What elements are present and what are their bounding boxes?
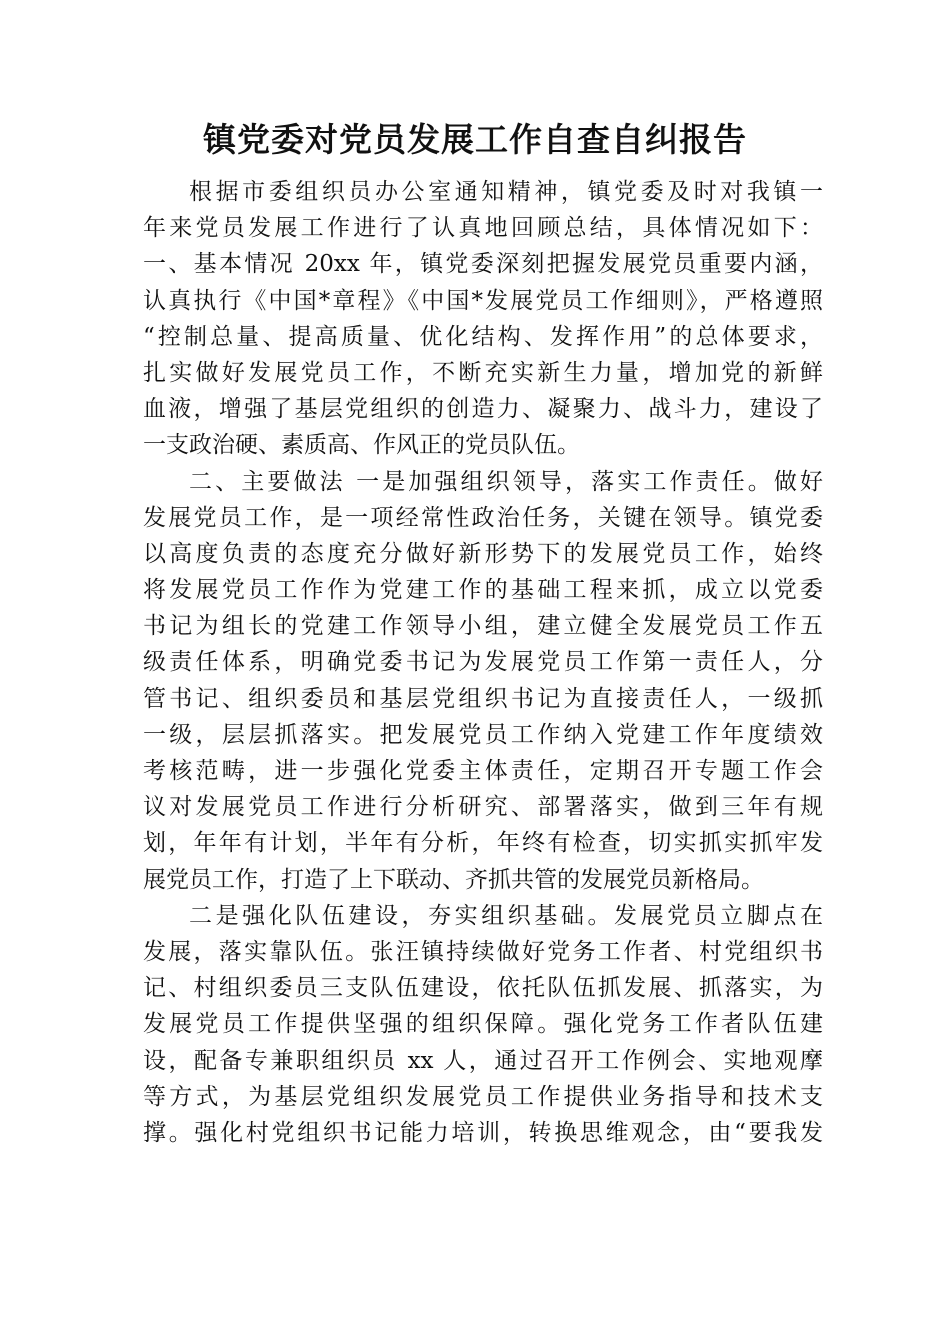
text-line: 书记为组长的党建工作领导小组，建立健全发展党员工作五 — [143, 613, 823, 640]
text-line: 展党员工作，打造了上下联动、齐抓共管的发展党员新格局。 — [143, 866, 764, 893]
text-line: 记、村组织委员三支队伍建设，依托队伍抓发展、抓落实，为 — [143, 975, 823, 1002]
text-line: 发展党员工作提供坚强的组织保障。强化党务工作者队伍建 — [143, 1011, 823, 1038]
text-line: 根据市委组织员办公室通知精神，镇党委及时对我镇一 — [189, 179, 823, 205]
text-line: 一级，层层抓落实。把发展党员工作纳入党建工作年度绩效 — [143, 721, 823, 748]
text-line: 将发展党员工作作为党建工作的基础工程来抓，成立以党委 — [143, 577, 823, 604]
text-line: 发展党员工作，是一项经常性政治任务，关键在领导。镇党委 — [143, 504, 823, 531]
document-title: 镇党委对党员发展工作自查自纠报告 — [203, 120, 747, 159]
text-line: 年来党员发展工作进行了认真地回顾总结，具体情况如下： — [143, 215, 823, 242]
text-line: 撑。强化村党组织书记能力培训，转换思维观念，由“要我发 — [143, 1119, 823, 1146]
text-line: 设，配备专兼职组织员 xx 人，通过召开工作例会、实地观摩 — [143, 1047, 823, 1074]
text-line: 以高度负责的态度充分做好新形势下的发展党员工作，始终 — [143, 540, 823, 567]
text-line: 一支政治硬、素质高、作风正的党员队伍。 — [143, 432, 580, 459]
text-line: 划，年年有计划，半年有分析，年终有检查，切实抓实抓牢发 — [143, 830, 823, 857]
text-line: “控制总量、提高质量、优化结构、发挥作用”的总体要求， — [143, 323, 823, 350]
text-line: 血液，增强了基层党组织的创造力、凝聚力、战斗力，建设了 — [143, 396, 823, 423]
text-line: 等方式，为基层党组织发展党员工作提供业务指导和技术支 — [143, 1083, 823, 1110]
document-body — [143, 174, 823, 1151]
text-line: 二是强化队伍建设，夯实组织基础。发展党员立脚点在 — [189, 902, 823, 929]
text-line: 发展，落实靠队伍。张汪镇持续做好党务工作者、村党组织书 — [143, 938, 823, 965]
text-line: 二、主要做法 一是加强组织领导，落实工作责任。做好 — [189, 468, 823, 495]
text-line: 一、基本情况 20xx 年，镇党委深刻把握发展党员重要内涵， — [143, 251, 823, 278]
text-line: 考核范畴，进一步强化党委主体责任，定期召开专题工作会 — [143, 758, 823, 784]
text-line: 扎实做好发展党员工作，不断充实新生力量，增加党的新鲜 — [143, 359, 823, 386]
text-line: 认真执行《中国*章程》《中国*发展党员工作细则》，严格遵照 — [143, 287, 823, 314]
text-line: 级责任体系，明确党委书记为发展党员工作第一责任人，分 — [143, 649, 823, 676]
text-line: 议对发展党员工作进行分析研究、部署落实，做到三年有规 — [143, 794, 823, 821]
text-line: 管书记、组织委员和基层党组织书记为直接责任人，一级抓 — [143, 685, 823, 712]
